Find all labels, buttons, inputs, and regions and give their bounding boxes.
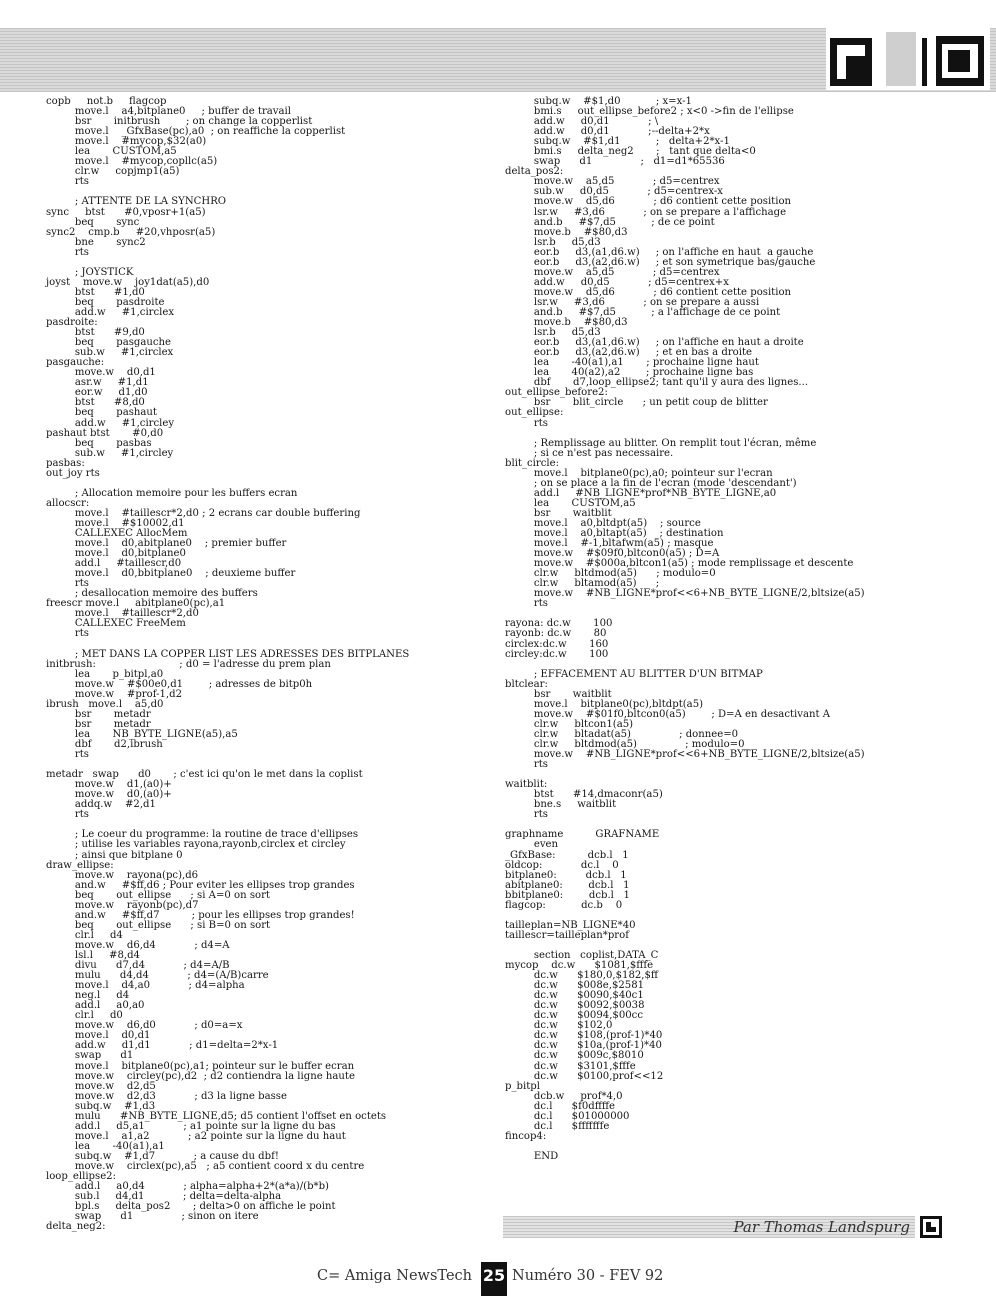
code-listing-left-column: copb not.b flagcop move.l a4,bitplane0 ; buffer de travail bsr initbrush ; on change la copperlist move.l _GfxBase(pc),a0 ; on reaffiche la copperlist move.l #mycop,$32(a0) lea CUSTOM,a5 move.l #mycop,copllc(a5) clr.w copjmp1(a5) rts ; ATTENTE DE LA SYNCHRO sync btst #0,vposr+1(a5) beq sync sync2 cmp.b #20,vhposr(a5) bne sync2 rts ; JOYSTICK joyst move.w joy1dat(a5),d0 btst #1,d0 beq pasdroite add.w #1,circlex pasdroite: btst #9,d0 beq pasgauche sub.w #1,circlex pasgauche: move.w d0,d1 asr.w #1,d1 eor.w d1,d0 btst #8,d0 beq pashaut add.w #1,circley pashaut btst #0,d0 beq pasbas sub.w #1,circley pasbas: out_joy rts ; Allocation memoire pour les buffers ecran allocscr: move.l #taillescr*2,d0 ; 2 ecrans car double buffering move.l #$10002,d1 CALLEXEC AllocMem move.l d0,abitplane0 ; premier buffer move.l d0,bitplane0 add.l #taillescr,d0 move.l d0,bbitplane0 ; deuxieme buffer rts ; desallocation memoire des buffers freescr move.l abitplane0(pc),a1 move.l #taillescr*2,d0 CALLEXEC FreeMem rts ; MET DANS LA COPPER LIST LES ADRESSES DES BITPLANES initbrush: ; d0 = l'adresse du prem plan lea p_bitpl,a0 move.w #$00e0,d1 ; adresses de bitp0h move.w #prof-1,d2 ibrush move.l a5,d0 bsr metadr bsr metadr lea NB_BYTE_LIGNE(a5),a5 dbf d2,ibrush rts metadr swap d0 ; c'est ici qu'on le met dans la coplist move.w d1,(a0)+ move.w d0,(a0)+ addq.w #2,d1 rts ; Le coeur du programme: la routine de trace d'ellipses ; utilise les variables rayona,rayonb,circlex et circley ; ainsi que bitplane 0 draw_ellipse: move.w rayona(pc),d6 and.w #$ff,d6 ; Pour eviter les ellipses trop grandes beq out_ellipse ; si A=0 on sort move.w rayonb(pc),d7 and.w #$ff,d7 ; pour les ellipses trop grandes! beq out_ellipse ; si B=0 on sort clr.l d4 move.w d6,d4 ; d4=A lsl.l #8,d4 divu d7,d4 ; d4=A/B mulu d4,d4 ; d4=(A/B)carre move.l d4,a0 ; d4=alpha neg.l d4 add.l a0,a0 clr.l d0 move.w d6,d0 ; d0=a=x move.l d0,d1 add.w d1,d1 ; d1=delta=2*x-1 swap d1 move.l bitplane0(pc),a1; pointeur sur le buffer ecran move.w circley(pc),d2 ; d2 contiendra la ligne haute move.w d2,d5 move.w d2,d3 ; d3 la ligne basse subq.w #1,d3 mulu #NB_BYTE_LIGNE,d5; d5 contient l'offset en octets add.l d5,a1 ; a1 pointe sur la ligne du bas move.l a1,a2 ; a2 pointe sur la ligne du haut lea -40(a1),a1 subq.w #1,d7 ; a cause du dbf! move.w circlex(pc),a5 ; a5 contient coord x du centre loop_ellipse2: add.l a0,d4 ; alpha=alpha+2*(a*a)/(b*b) sub.l d4,d1 ; delta=delta-alpha bpl.s delta_pos2 ; delta>0 on affiche le point swap d1 ; sinon on itere delta_neg2:: [46, 96, 410, 1233]
footer-magazine-name: C= Amiga NewsTech: [317, 1268, 472, 1284]
author-credit: Par Thomas Landspurg: [733, 1218, 910, 1236]
footer-page-number: 25: [481, 1262, 507, 1296]
section-logo-icon: [826, 28, 990, 90]
page-footer: [0, 1262, 996, 1296]
end-mark-icon: [920, 1216, 942, 1238]
code-listing-right-column: subq.w #$1,d0 ; x=x-1 bmi.s out_ellipse_before2 ; x<0 ->fin de l'ellipse add.w d0,d1 ; \ add.w d0,d1 ;--delta+2*x subq.w #$1,d1 ; delta+2*x-1 bmi.s delta_neg2 ; tant que delta<0 swap d1 ; d1=d1*65536 delta_pos2: move.w a5,d5 ; d5=centrex sub.w d0,d5 ; d5=centrex-x move.w d5,d6 ; d6 contient cette position lsr.w #3,d6 ; on se prepare a l'affichage and.b #$7,d5 ; de ce point move.b #$80,d3 lsr.b d5,d3 eor.b d3,(a1,d6.w) ; on l'affiche en haut a gauche eor.b d3,(a2,d6.w) ; et son symetrique bas/gauche move.w a5,d5 ; d5=centrex add.w d0,d5 ; d5=centrex+x move.w d5,d6 ; d6 contient cette position lsr.w #3,d6 ; on se prepare a aussi and.b #$7,d5 ; a l'affichage de ce point move.b #$80,d3 lsr.b d5,d3 eor.b d3,(a1,d6.w) ; on l'affiche en haut a droite eor.b d3,(a2,d6.w) ; et en bas a droite lea -40(a1),a1 ; prochaine ligne haut lea 40(a2),a2 ; prochaine ligne bas dbf d7,loop_ellipse2; tant qu'il y aura des lignes... out_ellipse_before2: bsr blit_circle ; un petit coup de blitter out_ellipse: rts ; Remplissage au blitter. On remplit tout l'écran, même ; si ce n'est pas necessaire. blit_circle: move.l bitplane0(pc),a0; pointeur sur l'ecran ; on se place a la fin de l'ecran (mode 'descendant') add.l #NB_LIGNE*prof*NB_BYTE_LIGNE,a0 lea CUSTOM,a5 bsr waitblit move.l a0,bltdpt(a5) ; source move.l a0,bltapt(a5) ; destination move.l #-1,bltafwm(a5) ; masque move.w #$09f0,bltcon0(a5) ; D=A move.w #$000a,bltcon1(a5) ; mode remplissage et descente clr.w bltdmod(a5) ; modulo=0 clr.w bltamod(a5) ; move.w #NB_LIGNE*prof<<6+NB_BYTE_LIGNE/2,bltsize(a5) rts rayona: dc.w 100 rayonb: dc.w 80 circlex:dc.w 160 circley:dc.w 100 ; EFFACEMENT AU BLITTER D'UN BITMAP bltclear: bsr waitblit move.l bitplane0(pc),bltdpt(a5) move.w #$01f0,bltcon0(a5) ; D=A en desactivant A clr.w bltcon1(a5) clr.w bltadat(a5) ; donnee=0 clr.w bltdmod(a5) ; modulo=0 move.w #NB_LIGNE*prof<<6+NB_BYTE_LIGNE/2,bltsize(a5) rts waitblit: btst #14,dmaconr(a5) bne.s waitblit rts graphname GRAFNAME even _GfxBase: dcb.l 1 oldcop: dc.l 0 bitplane0: dcb.l 1 abitplane0: dcb.l 1 bbitplane0: dcb.l 1 flagcop: dc.b 0 tailleplan=NB_LIGNE*40 taillescr=tailleplan*prof section coplist,DATA_C mycop dc.w $1081,$fffe dc.w $180,0,$182,$ff dc.w $008e,$2581 dc.w $0090,$40c1 dc.w $0092,$0038 dc.w $0094,$00cc dc.w $102,0 dc.w $108,(prof-1)*40 dc.w $10a,(prof-1)*40 dc.w $009c,$8010 dc.w $3101,$fffe dc.w $0100,prof<<12 p_bitpl dcb.w prof*4,0 dc.l $f0dffffe dc.l $01000000 dc.l $fffffffe fincop4: END: [505, 96, 865, 1162]
footer-issue: Numéro 30 - FEV 92: [512, 1268, 664, 1284]
